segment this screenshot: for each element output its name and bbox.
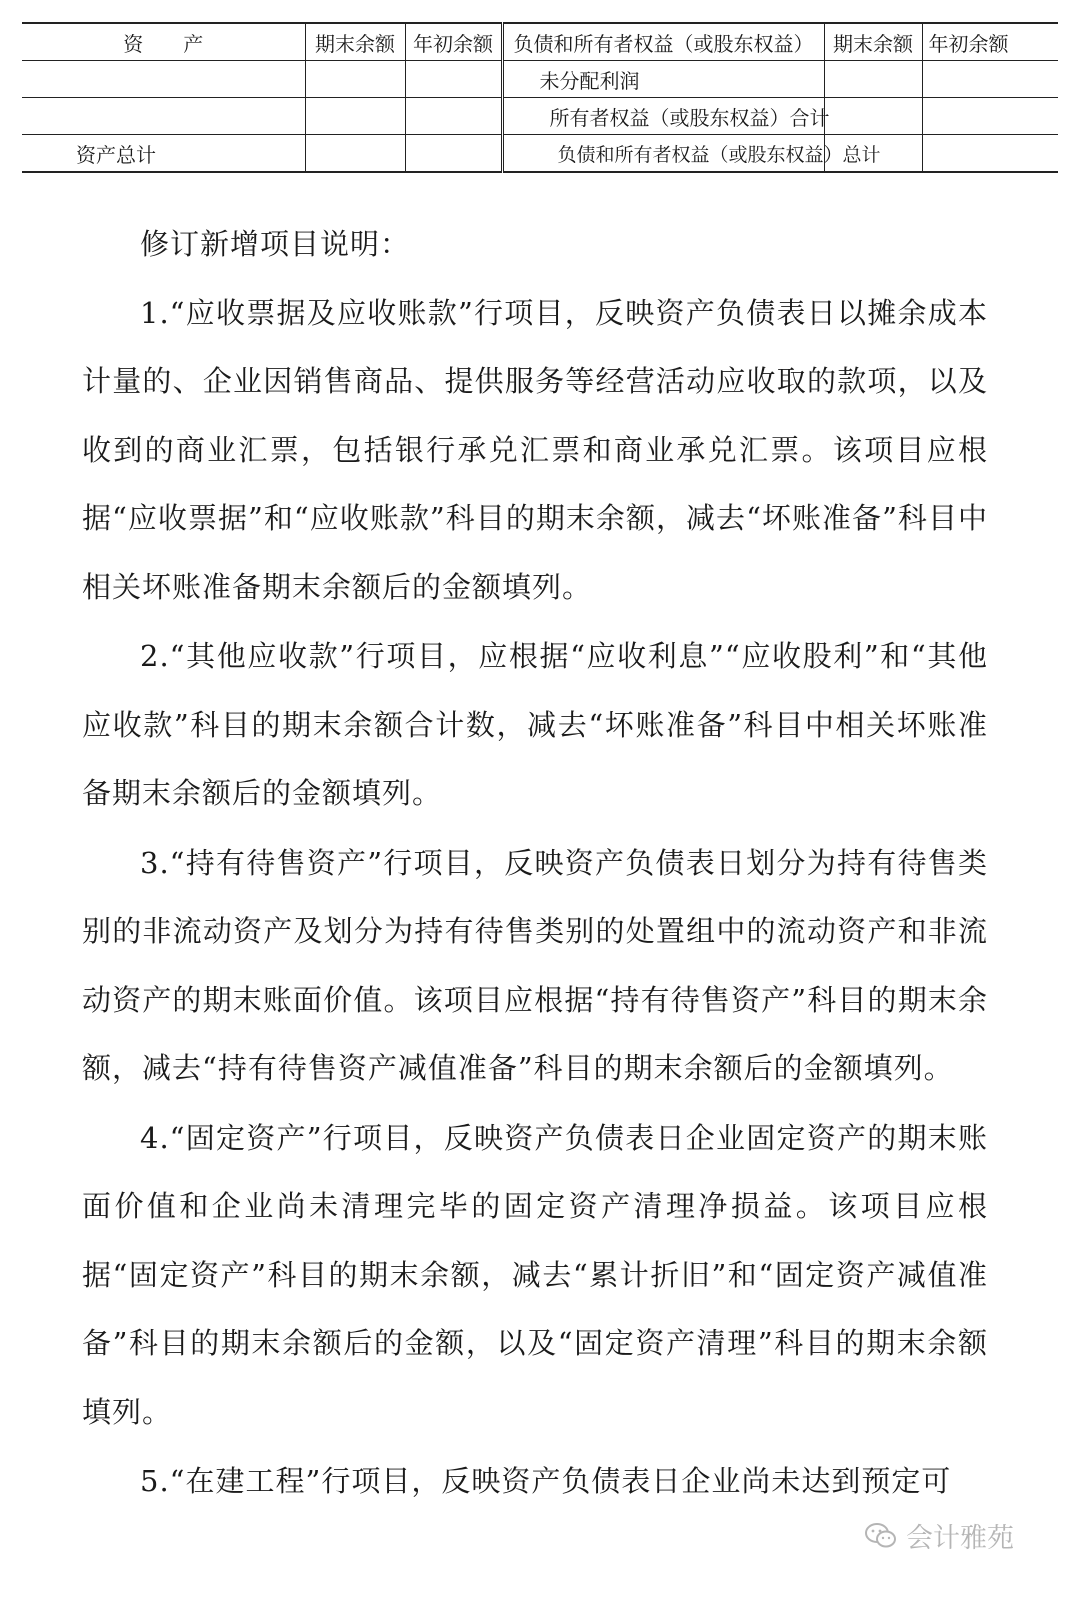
note-item-3: 3.“持有待售资产”行项目，反映资产负债表日划分为持有待售类别的非流动资产及划分为持有待售类别的处置组中的流动资产和非流动资产的期末账面价值。该项目应根据“持有待售资产”科目的期末余额，减去“持有待售资产减值准备”科目的期末余额后的金额填列。 [82, 845, 988, 1085]
table-cell [22, 98, 305, 135]
table-cell [305, 61, 405, 98]
table-cell [405, 135, 502, 173]
table-cell [305, 135, 405, 173]
watermark [864, 1516, 1014, 1555]
header-begin-balance: 年初余额 [405, 23, 502, 61]
notes-heading: 修订新增项目说明： [140, 227, 411, 261]
balance-sheet-table [22, 22, 1058, 173]
table-cell [922, 135, 1058, 173]
table-cell [305, 98, 405, 135]
header-liabilities-equity: 负债和所有者权益（或股东权益） [502, 23, 824, 61]
table-header-row [22, 23, 1058, 61]
table-row [22, 61, 1058, 98]
header-assets: 资 产 [22, 23, 305, 61]
table-row [22, 135, 1058, 173]
header-end-balance-2: 期末余额 [824, 23, 922, 61]
table-cell: 所有者权益（或股东权益）合计 [502, 98, 824, 135]
note-item-5: 5.“在建工程”行项目，反映资产负债表日企业尚未达到预定可 [140, 1464, 952, 1498]
table-cell [405, 98, 502, 135]
wechat-icon [864, 1521, 898, 1551]
note-item-1: 1.“应收票据及应收账款”行项目，反映资产负债表日以摊余成本计量的、企业因销售商品、提供服务等经营活动应收取的款项，以及收到的商业汇票，包括银行承兑汇票和商业承兑汇票。该项目应根据“应收票据”和“应收账款”科目的期末余额，减去“坏账准备”科目中相关坏账准备期末余额后的金额填列。 [82, 295, 988, 604]
table-cell [824, 98, 922, 135]
table-cell [405, 61, 502, 98]
table-cell [22, 61, 305, 98]
note-item-4: 4.“固定资产”行项目，反映资产负债表日企业固定资产的期末账面价值和企业尚未清理完毕的固定资产清理净损益。该项目应根据“固定资产”科目的期末余额，减去“累计折旧”和“固定资产减值准备”科目的期末余额后的金额，以及“固定资产清理”科目的期末余额填列。 [82, 1120, 988, 1429]
watermark-text: 会计雅苑 [906, 1523, 1014, 1554]
table-cell [922, 98, 1058, 135]
table-cell: 未分配利润 [502, 61, 824, 98]
table-cell: 资产总计 [22, 135, 305, 173]
header-end-balance: 期末余额 [305, 23, 405, 61]
notes-section [82, 210, 988, 1517]
table-cell [922, 61, 1058, 98]
note-item-2: 2.“其他应收款”行项目，应根据“应收利息”“应收股利”和“其他应收款”科目的期末余额合计数，减去“坏账准备”科目中相关坏账准备期末余额后的金额填列。 [82, 639, 988, 810]
header-begin-balance-2: 年初余额 [922, 23, 1058, 61]
table-cell [824, 61, 922, 98]
table-cell: 负债和所有者权益（或股东权益）总计 [502, 135, 824, 173]
table-row [22, 98, 1058, 135]
